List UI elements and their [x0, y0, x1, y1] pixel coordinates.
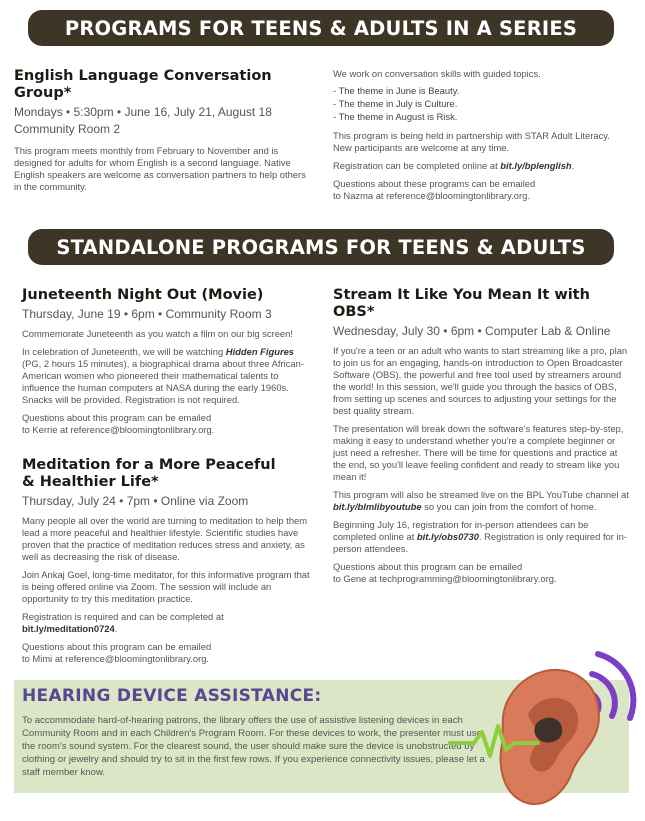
- meditation-desc: Many people all over the world are turning to meditation to help them lead a more peaceful and healthier lifestyle. Scientific studies have proven that the practice of meditation reduces stress and anxiety, as well as decreasing the risk of disease.: [22, 515, 308, 562]
- reg-text: Registration is required and can be completed at: [22, 611, 224, 622]
- meditation-when: Thursday, July 24 • 7pm • Online via Zoom: [22, 494, 249, 508]
- hearing-title: HEARING DEVICE ASSISTANCE:: [22, 686, 322, 706]
- obs-section: [333, 287, 629, 585]
- juneteenth-intro: Commemorate Juneteenth as you watch a film on our big screen!: [22, 328, 293, 339]
- reg-suffix: . Registration is only required for in-person attendees.: [333, 531, 627, 554]
- stream-text: This program will also be streamed live on the BPL YouTube channel at: [333, 489, 629, 500]
- stream-suffix: so you can join from the comfort of home.: [421, 501, 597, 512]
- english-questions: [333, 178, 629, 202]
- juneteenth-title: Juneteenth Night Out (Movie): [22, 287, 264, 303]
- desc-pre: In celebration of Juneteenth, we will be watching: [22, 346, 226, 357]
- english-section: [14, 68, 306, 193]
- juneteenth-when: Thursday, June 19 • 6pm • Community Room 3: [22, 307, 272, 321]
- meditation-reg-link[interactable]: bit.ly/meditation0724: [22, 623, 115, 634]
- english-registration: [333, 160, 629, 172]
- title-line-2: & Healthier Life*: [22, 474, 159, 490]
- questions-line-1: Questions about this program can be emailed: [22, 412, 212, 423]
- series-banner: PROGRAMS FOR TEENS & ADULTS IN A SERIES: [28, 10, 614, 46]
- english-title: English Language Conversation Group*: [14, 68, 272, 101]
- obs-when: Wednesday, July 30 • 6pm • Computer Lab & Online: [333, 324, 611, 338]
- obs-registration: [333, 519, 629, 555]
- meditation-join: Join Ankaj Goel, long-time meditator, for this informative program that is being offered online via Zoom. The session will include an opportunity to try this meditation practice.: [22, 569, 310, 604]
- obs-stream: [333, 489, 629, 513]
- obs-presentation: The presentation will break down the software's features step-by-step, making it easy to understand whether you're a complete beginner or just need a refresher. There will be time for questions and practice at the end, so you'll leave feeling confident and ready to stream like you mean it!: [333, 423, 624, 482]
- questions-line-2: to Mimi at reference@bloomingtonlibrary.org.: [22, 653, 210, 664]
- questions-line-1: Questions about this program can be emailed: [22, 641, 212, 652]
- standalone-banner: STANDALONE PROGRAMS FOR TEENS & ADULTS: [28, 229, 614, 265]
- juneteenth-section: [22, 287, 310, 436]
- obs-title: Stream It Like You Mean It with OBS*: [333, 287, 590, 320]
- obs-reg-link[interactable]: bit.ly/obs0730: [416, 531, 479, 542]
- meditation-title: [22, 457, 314, 491]
- english-theme-list: [333, 84, 629, 123]
- theme-august: - The theme in August is Risk.: [333, 110, 629, 123]
- reg-text: Beginning July 16, registration for in-person attendees can be completed online at: [333, 519, 589, 542]
- questions-line-1: Questions about these programs can be emailed: [333, 178, 536, 189]
- english-where: Community Room 2: [14, 122, 121, 136]
- juneteenth-desc: [22, 346, 310, 406]
- ear-icon: [440, 640, 640, 816]
- theme-july: - The theme in July is Culture.: [333, 97, 629, 110]
- theme-june: - The theme in June is Beauty.: [333, 84, 629, 97]
- obs-desc: If you're a teen or an adult who wants to start streaming like a pro, plan to join us for an engaging, hands-on introduction to Open Broadcaster Software (OBS), the powerful and free tool used by streamers around the world! In this session, we'll guide you through the basics of OBS, from setting up scenes and sources to adjusting your settings for the best quality stream.: [333, 345, 628, 416]
- film-title: Hidden Figures: [225, 346, 295, 357]
- english-topics-intro: We work on conversation skills with guided topics.: [333, 68, 541, 79]
- obs-stream-link[interactable]: bit.ly/blmlibyoutube: [333, 501, 422, 512]
- english-details: [333, 68, 629, 202]
- english-reg-link[interactable]: bit.ly/bplenglish: [500, 160, 572, 171]
- reg-suffix: .: [571, 160, 575, 171]
- questions-line-2: to Kerrie at reference@bloomingtonlibrary.org.: [22, 424, 215, 435]
- meditation-questions: [22, 641, 314, 665]
- obs-questions: [333, 561, 629, 585]
- english-partnership: This program is being held in partnership with STAR Adult Literacy. New participants are welcome at any time.: [333, 130, 610, 153]
- meditation-registration: [22, 611, 314, 635]
- questions-line-2: to Gene at techprogramming@bloomingtonlibrary.org.: [333, 573, 557, 584]
- hearing-text: To accommodate hard-of-hearing patrons, the library offers the use of assistive listening devices in each Community Room and in each Children's Program Room. For these devices to work, the presenter must use the room's sound system. For the clearest sound, the user should make sure the device is unobstructed by clothing or jewelry and should try to sit in the first few rows. If you experience connectivity issues, please let a staff member know.: [22, 715, 485, 778]
- english-when: Mondays • 5:30pm • June 16, July 21, August 18: [14, 105, 272, 119]
- questions-line-2: to Nazma at reference@bloomingtonlibrary.org.: [333, 190, 530, 201]
- questions-line-1: Questions about this program can be emailed: [333, 561, 523, 572]
- english-desc: This program meets monthly from February to November and is designed for adults for whom English is a second language. Native English speakers are welcome as conversation partners to help others in the community.: [14, 145, 306, 192]
- juneteenth-questions: [22, 412, 310, 436]
- desc-post: (PG, 2 hours 15 minutes), a biographical drama about three African-American women who pioneered their mathematical talents to influence the human computers at NASA during the early 1960s. Snacks will be provided. Registration is not required.: [22, 358, 304, 405]
- reg-suffix: .: [114, 623, 118, 634]
- reg-text: Registration can be completed online at: [333, 160, 501, 171]
- title-line-1: Meditation for a More Peaceful: [22, 457, 276, 473]
- meditation-section: [22, 457, 314, 665]
